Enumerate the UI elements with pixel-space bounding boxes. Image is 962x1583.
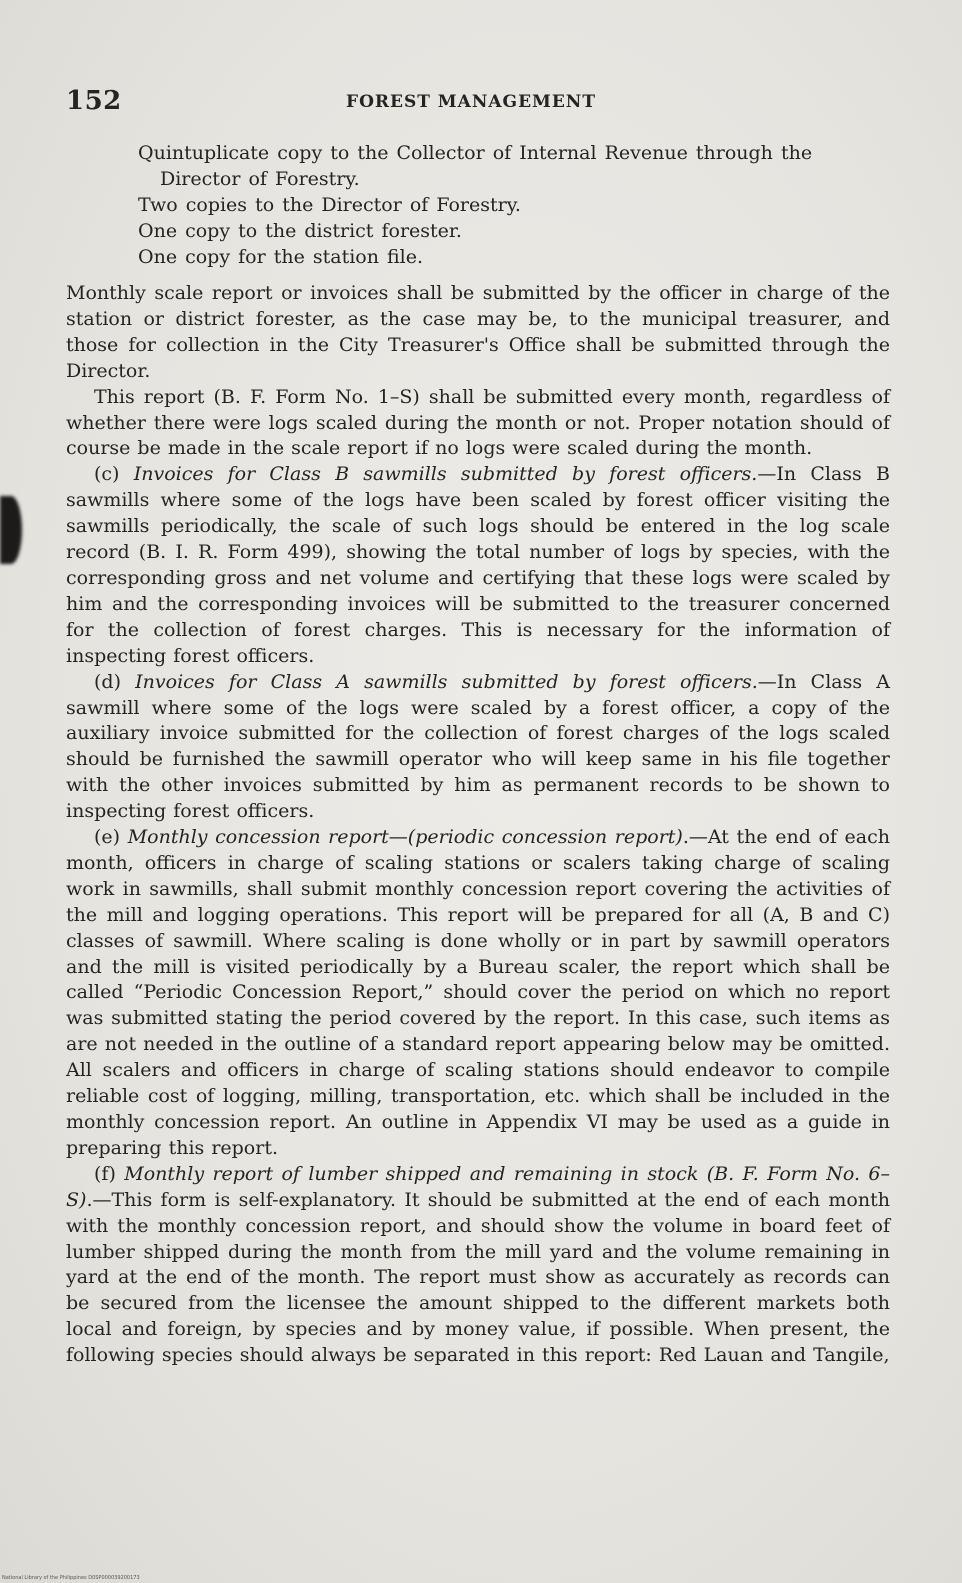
section-e-text: .—At the end of each month, officers in charge of scaling stations or scalers taking charge of scaling work in sawmills, shall submit monthly concession report covering the activities of the mill and logging operations. This report will be prepared for all (A, B and C) classes of sawmill. Where scaling is done wholly or in part by sawmill operators and the mill is visited periodically by a Bureau scaler, the report which shall be called “Periodic Concession Report,” should cover the period on which no report was submitted stating the period covered by the report. In this case, such items as are not needed in the outline of a standard report appearing below may be omitted. All scalers and officers in charge of scaling stations should endeavor to compile reliable cost of logging, milling, transportation, etc. which shall be included in the monthly concession report. An outline in Appendix VI may be used as a guide in preparing this report.	[66, 826, 891, 1159]
section-c-title: Invoices for Class B sawmills submitted by forest officers.	[133, 463, 758, 486]
section-e-label: (e)	[94, 826, 121, 849]
section-c-text: —In Class B sawmills where some of the logs have been scaled by forest officer visiting the sawmills periodically, the scale of such logs should be entered in the log scale record (B. I. R. Form 499), showing the total number of logs by species, with the corresponding gross and net volume and certifying that these logs were scaled by him and the corresponding invoices will be submitted to the treasurer concerned for the collection of forest charges. This is necessary for the information of inspecting forest officers.	[66, 463, 890, 667]
page-number: 152	[66, 86, 122, 116]
distribution-item: One copy to the district forester.	[138, 220, 462, 242]
section-d-title: Invoices for Class A sawmills submitted by forest officers.	[135, 670, 758, 693]
scan-blot	[0, 496, 22, 564]
distribution-item: One copy for the station file.	[138, 246, 424, 268]
paragraph-scale-report: Monthly scale report or invoices shall be submitted by the officer in charge of the station or district forester, as the case may be, to the municipal treasurer, and those for collection in the City Treasurer's Office shall be submitted through the Director.	[66, 282, 890, 382]
section-f	[66, 1162, 890, 1369]
section-d-label: (d)	[94, 670, 121, 693]
section-f-label: (f)	[94, 1162, 116, 1185]
section-f-title: Monthly report of lumber shipped and remaining in stock (B. F. Form No. 6–S)	[66, 1162, 890, 1211]
section-d-text: —In Class A sawmill where some of the logs were scaled by a forest officer, a copy of the auxiliary invoice submitted for the collection of forest charges of the logs scaled should be furnished the sawmill operator who will keep same in his file together with the other invoices submitted by him as permanent records to be shown to inspecting forest officers.	[66, 670, 890, 823]
section-e	[66, 825, 890, 1162]
section-c-label: (c)	[94, 463, 120, 486]
distribution-item: Quintuplicate copy to the Collector of Internal Revenue through the Director of Forestry.	[138, 142, 813, 190]
section-d	[66, 670, 890, 825]
section-f-text: .—This form is self-explanatory. It should be submitted at the end of each month with the monthly concession report, and should show the volume in board feet of lumber shipped during the month from the mill yard and the volume remaining in yard at the end of the month. The report must show as accurately as records can be secured from the licensee the amount shipped to the different markets both local and foreign, by species and by money value, if possible. When present, the following species should always be separated in this report: Red Lauan and Tangile,	[66, 1188, 890, 1367]
section-c	[66, 462, 890, 669]
paragraph-form-1s: This report (B. F. Form No. 1–S) shall be submitted every month, regardless of whether there were logs scaled during the month or not. Proper notation should of course be made in the scale report if no logs were scaled during the month.	[66, 385, 890, 460]
body-text	[66, 281, 890, 1369]
distribution-list	[138, 140, 890, 270]
distribution-item: Two copies to the Director of Forestry.	[138, 194, 521, 216]
footer-credit: National Library of the Philippines D0SP000039200173	[2, 1575, 140, 1581]
page-header	[66, 86, 890, 122]
running-head: FOREST MANAGEMENT	[346, 92, 596, 112]
section-e-title: Monthly concession report—(periodic concession report)	[127, 826, 683, 849]
